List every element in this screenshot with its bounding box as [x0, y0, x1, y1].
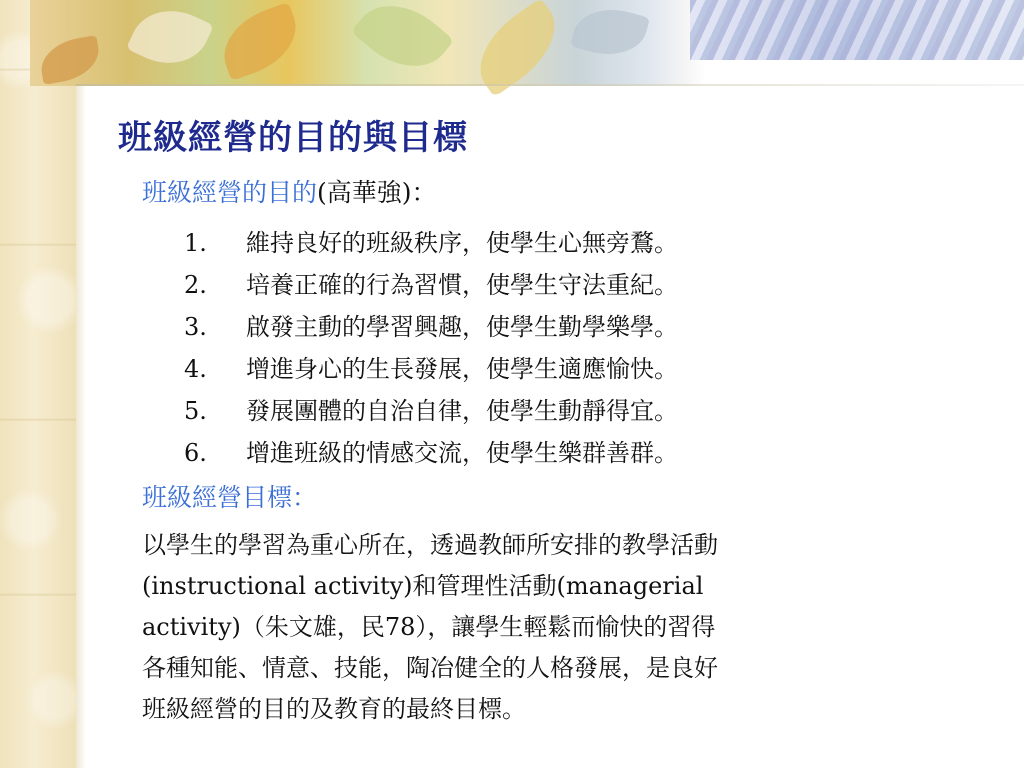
purpose-list-item	[184, 307, 678, 342]
list-item-text: 增進身心的生長發展，使學生適應愉快。	[246, 355, 678, 383]
list-item-number: 1.	[184, 229, 207, 257]
goal-paragraph-line: (instructional activity)和管理性活動(managerial	[142, 572, 704, 600]
goal-paragraph-line: activity)（朱文雄，民78），讓學生輕鬆而愉快的習得	[142, 613, 716, 641]
goal-paragraph-line: 各種知能、情意、技能，陶冶健全的人格發展，是良好	[142, 654, 718, 682]
purpose-heading	[142, 173, 437, 209]
purpose-heading-label: 班級經營的目的	[142, 178, 318, 207]
decorative-top-banner	[0, 0, 1024, 86]
slide-title: 班級經營的目的與目標	[118, 118, 468, 158]
list-item-number: 5.	[184, 397, 207, 425]
left-strip-fade	[76, 0, 86, 768]
list-item-text: 增進班級的情感交流，使學生樂群善群。	[246, 439, 678, 467]
list-item-text: 維持良好的班級秩序，使學生心無旁鶩。	[246, 229, 678, 257]
banner-blue-texture	[690, 0, 1024, 60]
goal-paragraph-line: 以學生的學習為重心所在，透過教師所安排的教學活動	[142, 531, 718, 559]
purpose-list-item	[184, 349, 678, 384]
list-item-text: 啟發主動的學習興趣，使學生勤學樂學。	[246, 313, 678, 341]
list-item-text: 培養正確的行為習慣，使學生守法重紀。	[246, 271, 678, 299]
goal-paragraph-line: 班級經營的目的及教育的最終目標。	[142, 695, 526, 723]
list-item-number: 6.	[184, 439, 207, 467]
purpose-list-item	[184, 433, 678, 468]
purpose-list-item	[184, 223, 678, 258]
purpose-list-item	[184, 391, 678, 426]
list-item-number: 4.	[184, 355, 207, 383]
list-item-text: 發展團體的自治自律，使學生動靜得宜。	[246, 397, 678, 425]
banner-divider	[76, 84, 1024, 86]
parchment-left-strip	[0, 0, 76, 768]
purpose-heading-source: (高華強)：	[317, 178, 437, 207]
purpose-list-item	[184, 265, 678, 300]
list-item-number: 3.	[184, 313, 207, 341]
list-item-number: 2.	[184, 271, 207, 299]
goal-heading: 班級經營目標：	[142, 483, 318, 512]
